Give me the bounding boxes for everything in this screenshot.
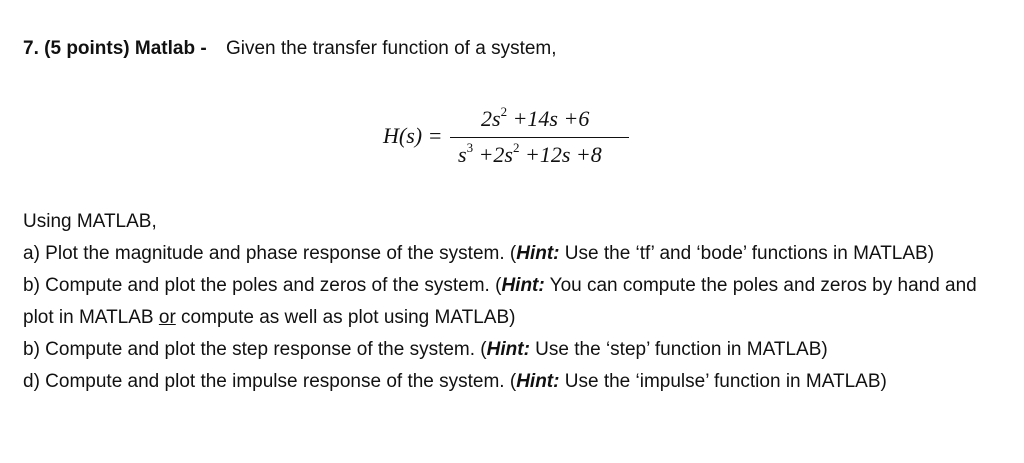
denominator-term-3: +12s +8 xyxy=(519,142,602,167)
part-a-text: a) Plot the magnitude and phase response of the system. ( xyxy=(23,243,517,264)
numerator-term-2: +14s +6 xyxy=(507,106,590,131)
part-b1-hint-text-2: compute as well as plot using MATLAB) xyxy=(175,307,516,328)
part-b2-hint-label: Hint: xyxy=(486,339,530,360)
question-number: 7. xyxy=(23,38,39,59)
part-d-text: d) Compute and plot the impulse response of the system. ( xyxy=(23,371,517,392)
part-b-step xyxy=(23,334,998,366)
part-a-hint-text: Use the ‘tf’ and ‘bode’ functions in MATLAB) xyxy=(559,243,935,264)
part-b1-text: b) Compute and plot the poles and zeros of the system. ( xyxy=(23,275,502,296)
numerator-term-1: 2s xyxy=(481,106,501,131)
instructions-block xyxy=(23,206,998,398)
part-b1-hint-label: Hint: xyxy=(501,275,545,296)
part-a xyxy=(23,238,998,270)
denominator-term-2-exponent: 2 xyxy=(512,140,520,155)
part-a-hint-label: Hint: xyxy=(516,243,560,264)
part-b2-text: b) Compute and plot the step response of the system. ( xyxy=(23,339,487,360)
equation-denominator xyxy=(458,142,602,168)
question-points: (5 points) Matlab - xyxy=(44,38,207,59)
denominator-term-1: s xyxy=(458,142,467,167)
question-header xyxy=(23,38,557,60)
transfer-function-equation xyxy=(383,100,643,180)
numerator-term-1-exponent: 2 xyxy=(500,104,508,119)
fraction-bar xyxy=(450,137,629,138)
part-d-hint-label: Hint: xyxy=(516,371,560,392)
question-intro: Given the transfer function of a system, xyxy=(225,38,557,59)
part-d-hint-text: Use the ‘impulse’ function in MATLAB) xyxy=(559,371,887,392)
denominator-term-1-exponent: 3 xyxy=(466,140,474,155)
part-b1-hint-text-1: You can compute the poles and zeros by hand and plot in MATLAB xyxy=(23,275,977,328)
equation-numerator xyxy=(481,106,589,132)
part-d xyxy=(23,366,998,398)
denominator-term-2: +2s xyxy=(473,142,513,167)
part-b-poles-zeros xyxy=(23,270,998,334)
instructions-lead: Using MATLAB, xyxy=(23,211,157,232)
equation-lhs: H(s) = xyxy=(383,123,443,148)
part-b1-hint-or: or xyxy=(158,307,176,328)
part-b2-hint-text: Use the ‘step’ function in MATLAB) xyxy=(529,339,828,360)
